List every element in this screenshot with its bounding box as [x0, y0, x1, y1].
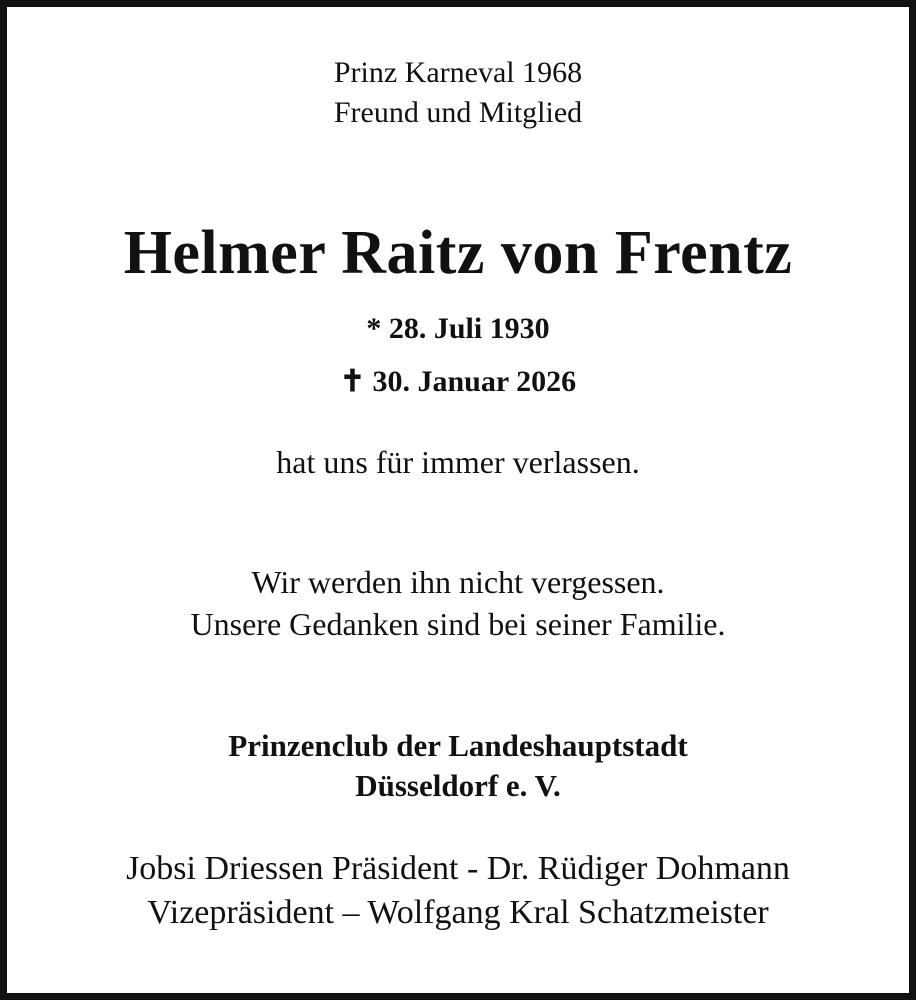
left-us-text: hat uns für immer verlassen.	[276, 444, 640, 480]
club-name-line-1: Prinzenclub der Landeshauptstadt	[228, 728, 688, 763]
title-prinz-karneval: Prinz Karneval 1968	[333, 56, 583, 89]
signers-line-1: Jobsi Driessen Präsident - Dr. Rüdiger Dohmann	[126, 850, 790, 887]
birth-date: * 28. Juli 1930	[366, 312, 550, 345]
death-date: ✝ 30. Januar 2026	[339, 365, 577, 398]
deceased-name: Helmer Raitz von Frentz	[123, 219, 793, 287]
club-name-line-2: Düsseldorf e. V.	[355, 768, 561, 803]
remembrance-line-1: Wir werden ihn nicht vergessen.	[251, 564, 665, 600]
title-freund-mitglied: Freund und Mitglied	[333, 96, 583, 129]
remembrance-line-2: Unsere Gedanken sind bei seiner Familie.	[190, 606, 726, 642]
signers-line-2: Vizepräsident – Wolfgang Kral Schatzmeister	[147, 894, 769, 931]
